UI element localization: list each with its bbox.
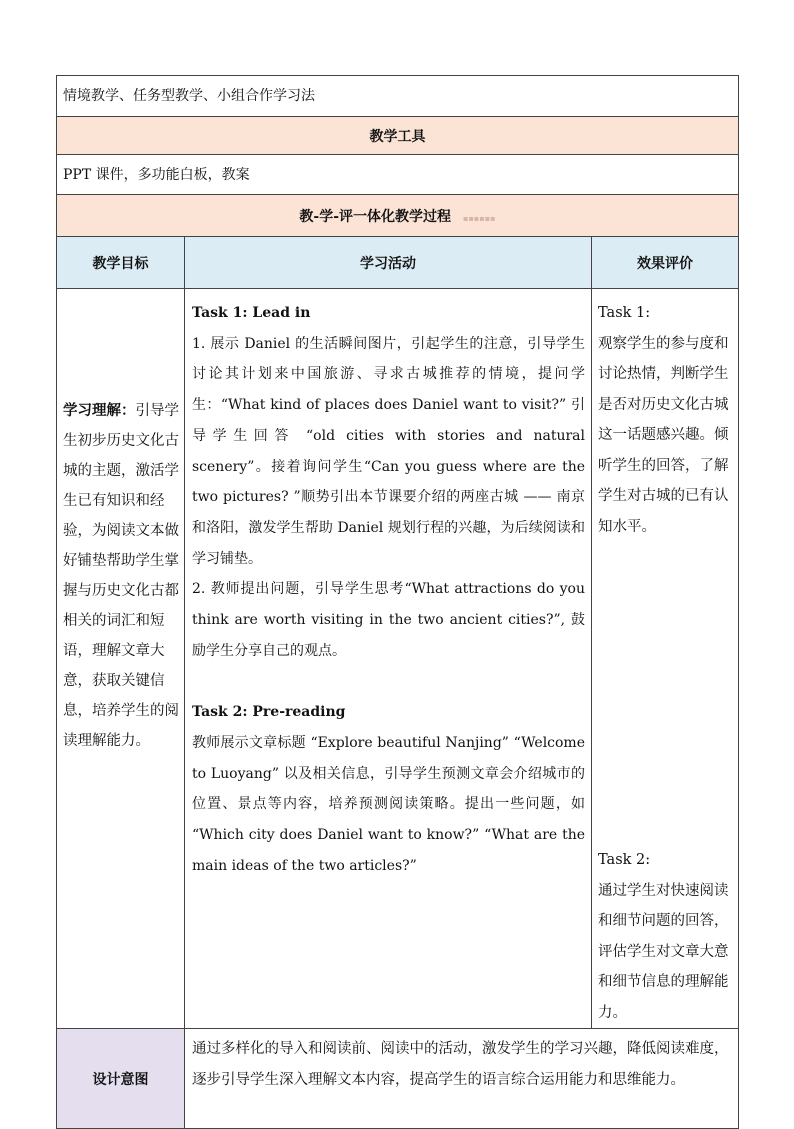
column-header-activity: 学习活动 [185,237,592,289]
task1-step2: 2. 教师提出问题，引导学生思考“What attractions do you think are worth visiting in the two ancient cities?”, 鼓励学生分享自己的观点。 [192,581,585,659]
eval1-title: Task 1: [598,305,651,321]
task1-step1: 1. 展示 Daniel 的生活瞬间图片，引起学生的注意，引导学生讨论其计划来中国旅游、寻求古城推荐的情境，提问学生：“What kind of places does Daniel want to visit?” 引导学生回答 “old cities with stories and natural scenery”。接着询问学生“Can you guess where are the two pictures? ”顺势引出本节课要介绍的两座古城 —— 南京和洛阳，激发学生帮助 Daniel 规划行程的兴趣，为后续阅读和学习铺垫。 [192,335,585,567]
lesson-plan-table [56,75,739,1129]
activity-cell [185,289,592,1029]
task2-text: 教师展示文章标题 “Explore beautiful Nanjing” “Welcome to Luoyang” 以及相关信息，引导学生预测文章会介绍城市的位置、景点等内容，培养预测阅读策略。提出一些问题，如 “Which city does Daniel want to know?” “What are the main ideas of the two articles?” [192,734,585,874]
design-intent-label: 设计意图 [57,1029,185,1129]
eval2-title: Task 2: [598,852,651,868]
teaching-tools: PPT 课件，多功能白板，教案 [57,155,739,195]
column-header-goal: 教学目标 [57,237,185,289]
goal-cell [57,289,185,1029]
task2-title: Task 2: Pre-reading [192,704,346,721]
column-header-evaluation: 效果评价 [592,237,739,289]
goal-label: 学习理解： [63,402,136,419]
design-intent-text: 通过多样化的导入和阅读前、阅读中的活动，激发学生的学习兴趣，降低阅读难度，逐步引导学生深入理解文本内容，提高学生的语言综合运用能力和思维能力。 [185,1029,739,1129]
evaluation-cell [592,289,739,1029]
faint-watermark: ▪▪▪▪▪▪ [463,213,496,223]
eval1-text: 观察学生的参与度和讨论热情，判断学生是否对历史文化古城这一话题感兴趣。倾听学生的回答，了解学生对古城的已有认知水平。 [598,335,729,535]
goal-text: 引导学生初步历史文化古城的主题，激活学生已有知识和经验，为阅读文本做好铺垫帮助学生掌握与历史文化古都相关的词汇和短语，理解文章大意，获取关键信息，培养学生的阅读理解能力。 [63,403,179,749]
teaching-methods: 情境教学、任务型教学、小组合作学习法 [57,76,739,117]
spacer [192,666,585,697]
eval2-text: 通过学生对快速阅读和细节问题的回答，评估学生对文章大意和细节信息的理解能力。 [598,882,729,1021]
tools-heading: 教学工具 [57,117,739,155]
process-heading [57,195,739,237]
process-heading-text: 教-学-评一体化教学过程 [299,208,452,225]
spacer [598,542,734,845]
task1-title: Task 1: Lead in [192,305,311,321]
